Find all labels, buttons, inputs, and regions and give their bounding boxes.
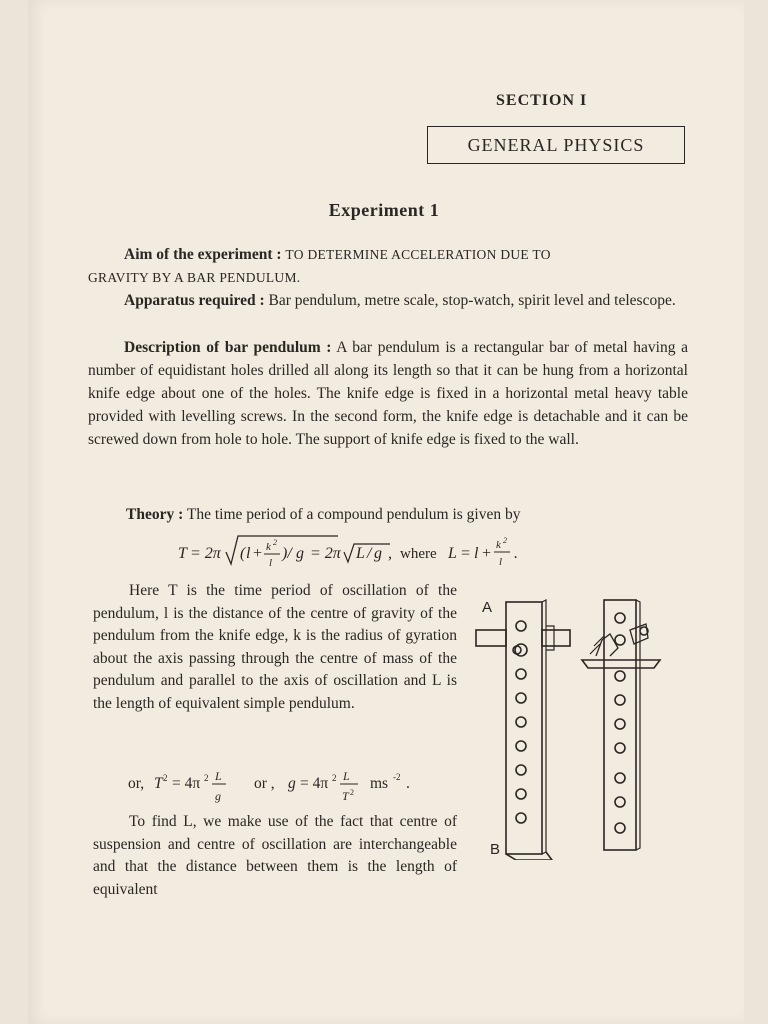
svg-text:)/: )/	[282, 545, 292, 562]
svg-text:+: +	[252, 545, 263, 562]
svg-text:l: l	[246, 545, 251, 562]
bar-pendulum-left	[506, 602, 542, 854]
apparatus-lead: Apparatus required :	[124, 292, 265, 309]
svg-text:.: .	[406, 775, 410, 792]
description-paragraph	[88, 336, 688, 451]
svg-text:+: +	[481, 545, 492, 562]
theory-text: The time period of a compound pendulum is given by	[186, 506, 521, 523]
svg-text:/: /	[367, 545, 372, 562]
svg-text:= 2π: = 2π	[190, 545, 221, 562]
unit-label: ms	[370, 775, 389, 792]
svg-text:L: L	[343, 769, 350, 783]
explanation-paragraph	[93, 580, 457, 715]
tofind-text: To find L, we make use of the fact that centre of suspension and centre of oscillation are interchangeable and that the distance between them is the length of equivalent	[93, 813, 457, 898]
svg-text:L: L	[356, 545, 365, 562]
svg-text:l: l	[269, 557, 273, 569]
svg-text:= 4π: = 4π	[300, 775, 329, 792]
svg-text:2: 2	[204, 773, 209, 783]
experiment-title: Experiment 1	[328, 200, 440, 220]
section-title-box	[427, 126, 685, 164]
theory-paragraph	[88, 503, 688, 526]
svg-text:2: 2	[350, 788, 354, 797]
svg-text:T: T	[154, 775, 163, 792]
description-lead: Description of bar pendulum :	[124, 339, 332, 356]
bar-pendulum-figure	[470, 590, 690, 860]
bar-pendulum-right	[604, 600, 636, 850]
svg-text:l: l	[474, 545, 479, 562]
svg-text:2: 2	[332, 773, 337, 783]
svg-text:.: .	[514, 545, 518, 562]
svg-text:g: g	[374, 545, 382, 562]
svg-text:T: T	[342, 789, 349, 803]
period-formula	[178, 530, 618, 572]
svg-text:2: 2	[273, 538, 277, 547]
formula-where: where	[400, 546, 437, 562]
label-a: A	[482, 599, 493, 616]
gravity-formula	[128, 762, 448, 806]
svg-text:= 4π: = 4π	[172, 775, 201, 792]
or-label-1: or,	[128, 775, 145, 792]
svg-text:2: 2	[163, 773, 168, 783]
section-title: GENERAL PHYSICS	[467, 134, 645, 155]
svg-text:(: (	[240, 545, 246, 562]
svg-text:=: =	[460, 545, 471, 562]
svg-text:-2: -2	[393, 772, 401, 782]
label-b: B	[490, 841, 501, 858]
svg-text:k: k	[496, 539, 501, 551]
section-label: SECTION I	[496, 92, 588, 109]
or-label-2: or ,	[254, 775, 275, 792]
description-text: A bar pendulum is a rectangular bar of metal having a number of equidistant holes drilled all along its length so that it can be hung from a horizontal knife edge about one of the holes. The knife edge is fixed in a horizontal metal heavy table provided with levelling screws. In the second form, the knife edge is detachable and it can be screwed down from hole to hole. The support of knife edge is fixed to the wall.	[88, 339, 688, 448]
knife-support-left	[476, 630, 506, 646]
svg-text:T: T	[178, 545, 187, 562]
svg-text:k: k	[266, 541, 271, 553]
svg-text:l: l	[499, 556, 503, 568]
aim-lead: Aim of the experiment :	[124, 246, 282, 263]
svg-text:g: g	[296, 545, 304, 562]
svg-text:L: L	[215, 769, 222, 783]
aim-text-1: TO DETERMINE ACCELERATION DUE TO	[285, 247, 551, 262]
apparatus-text: Bar pendulum, metre scale, stop-watch, spirit level and telescope.	[268, 292, 676, 309]
theory-lead: Theory :	[126, 506, 184, 523]
svg-text:g: g	[288, 775, 296, 792]
aim-text-2: GRAVITY BY A BAR PENDULUM.	[88, 270, 301, 285]
aim-paragraph	[88, 243, 688, 289]
svg-text:g: g	[215, 789, 221, 803]
svg-text:,: ,	[388, 545, 392, 562]
svg-text:L: L	[448, 545, 457, 562]
knife-edge-platform	[582, 660, 660, 668]
svg-text:= 2π: = 2π	[310, 545, 341, 562]
svg-text:2: 2	[503, 536, 507, 545]
tofind-paragraph	[93, 811, 457, 901]
explanation-text: Here T is the time period of oscillation of the pendulum, l is the distance of the centre of gravity of the pendulum from the knife edge, k is the radius of gyration about the axis passing through the centre of mass of the pendulum and parallel to the axis of oscillation and L is the length of equivalent simple pendulum.	[93, 582, 457, 712]
apparatus-paragraph	[88, 289, 688, 312]
